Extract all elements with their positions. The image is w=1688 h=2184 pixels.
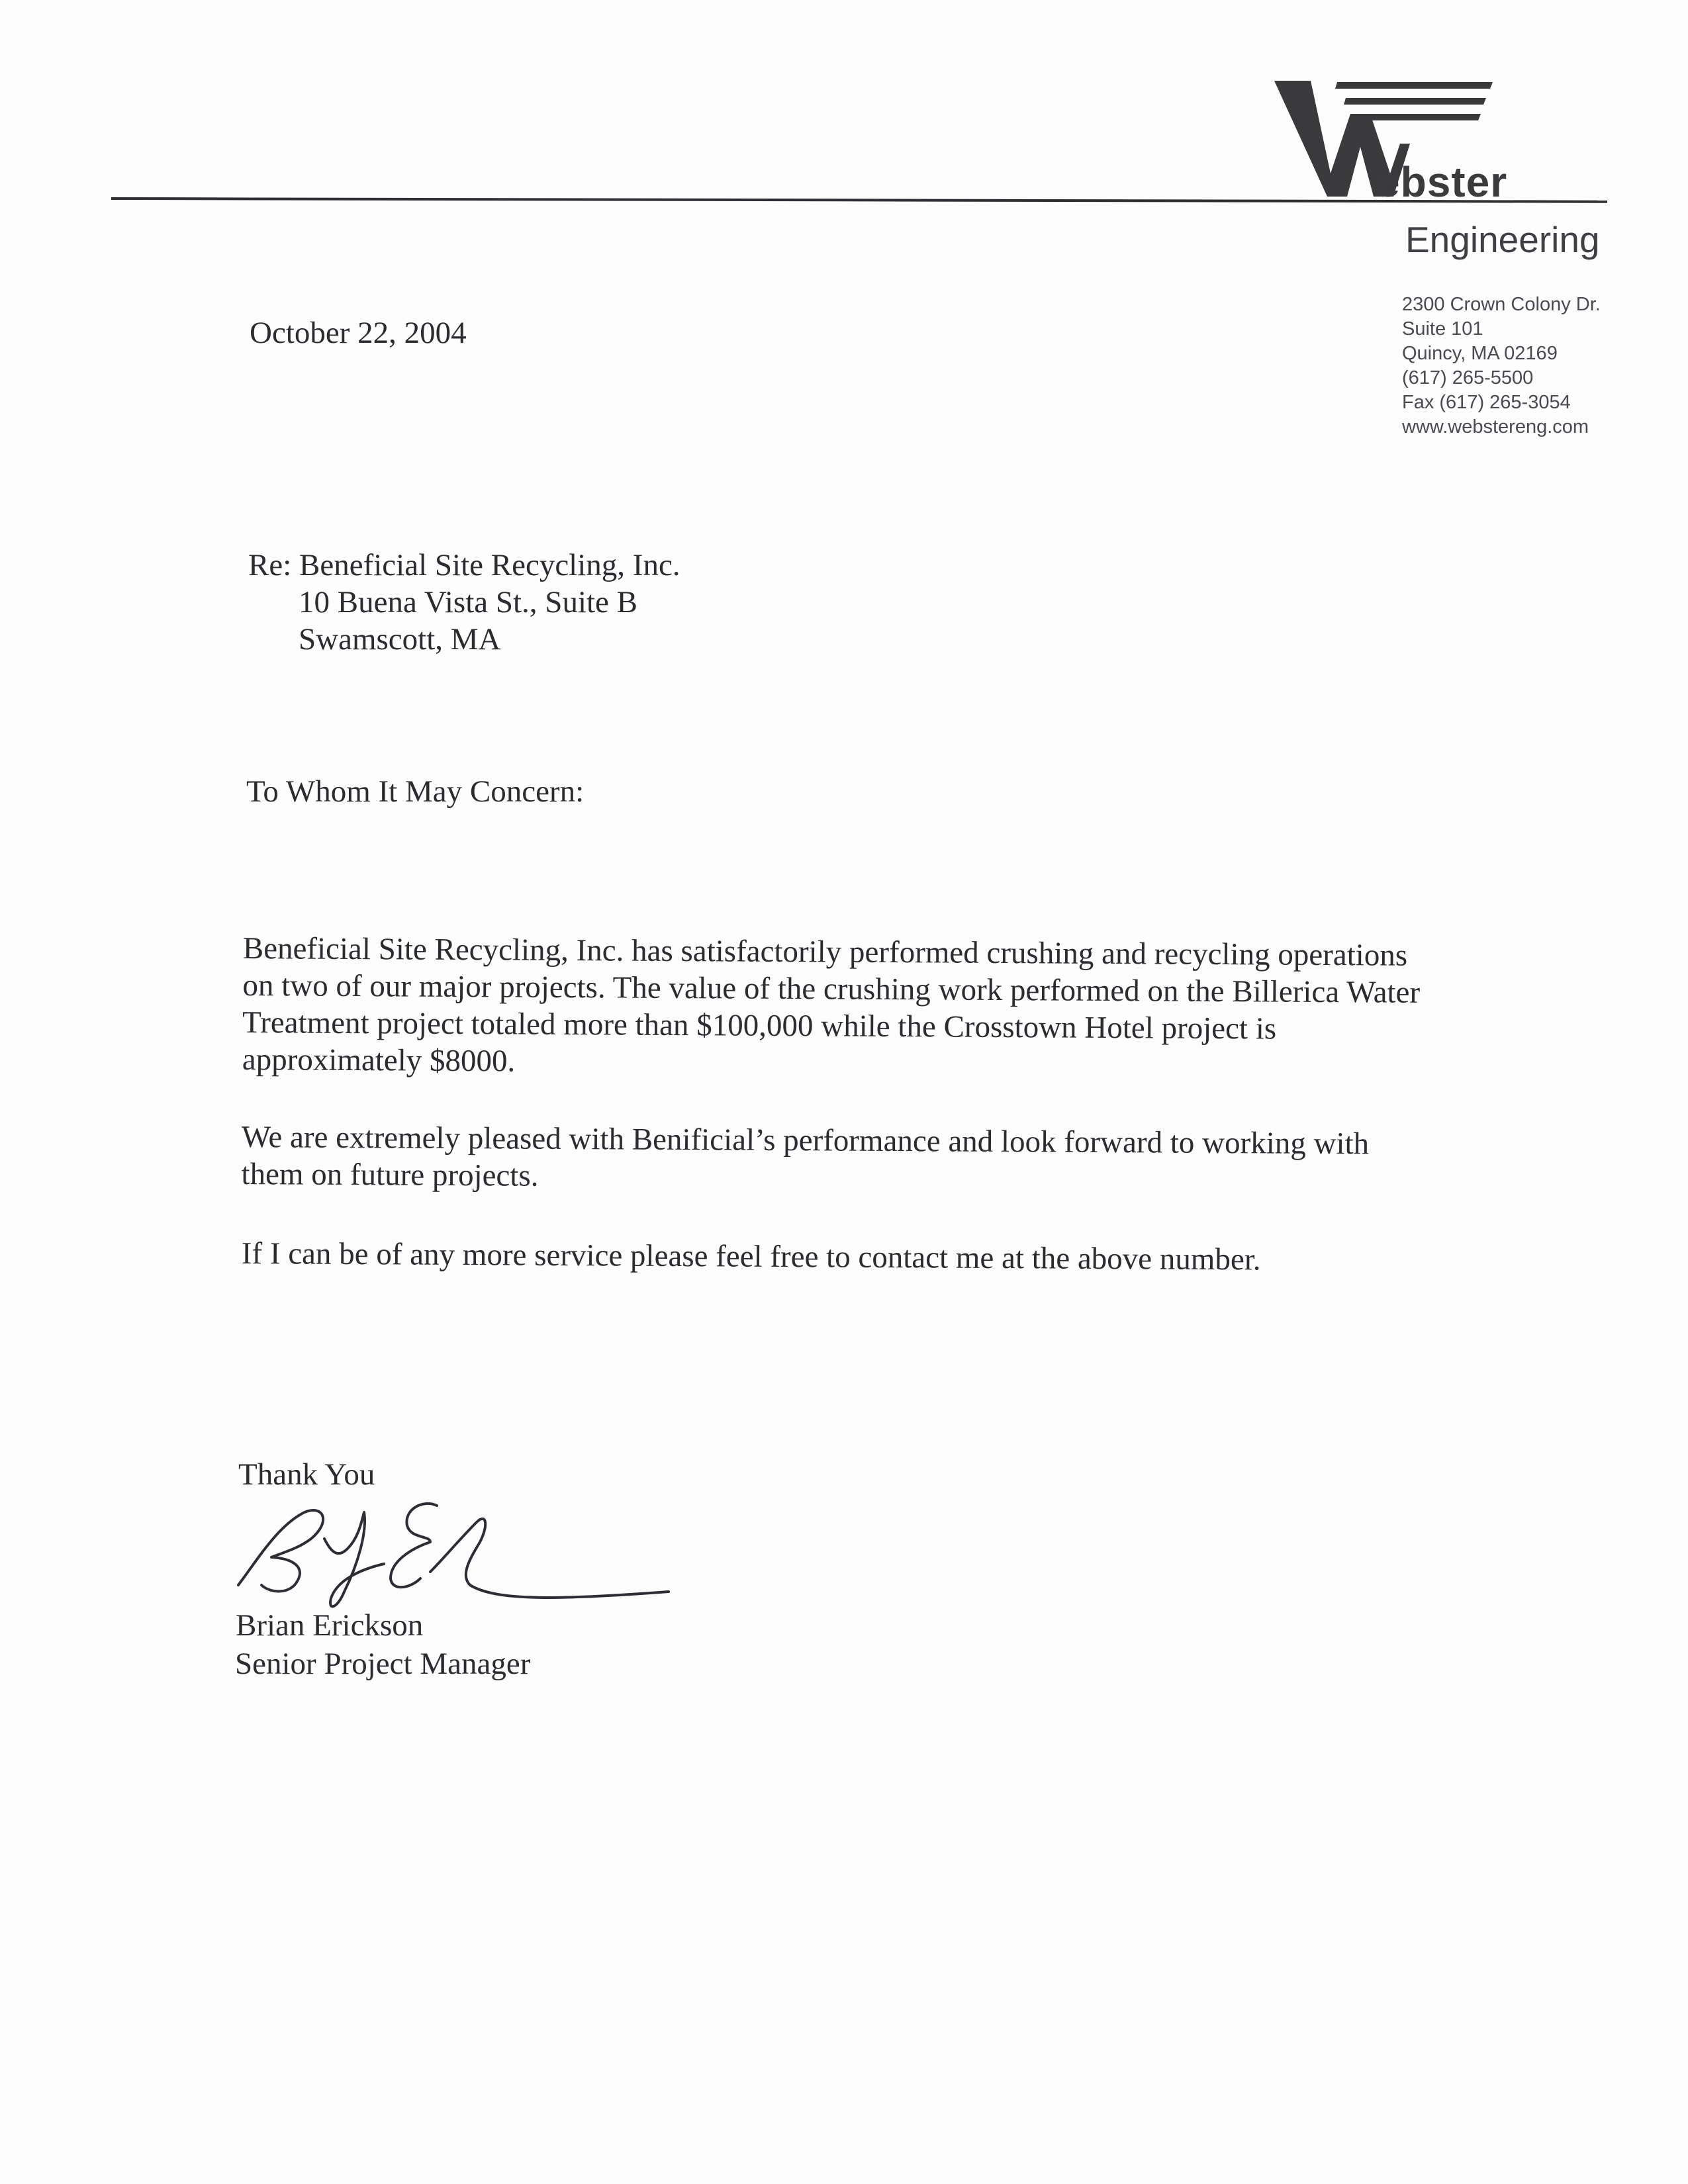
body-paragraph-1: Beneficial Site Recycling, Inc. has satisfactorily performed crushing and recycling operations on two of our major projects. The value of the crushing work performed on the Billerica Water Treatment project totaled more than $100,000 while the Crosstown Hotel project is approximately $8000. <box>242 931 1421 1079</box>
address-line-phone: (617) 265-5500 <box>1402 367 1534 388</box>
signer-name: Brian Erickson <box>236 1608 424 1643</box>
logo-wordmark: ebster <box>1376 158 1508 206</box>
company-address <box>1402 293 1601 439</box>
re-line-company: Re: Beneficial Site Recycling, Inc. <box>248 548 680 582</box>
address-line-city: Quincy, MA 02169 <box>1402 343 1558 364</box>
salutation: To Whom It May Concern: <box>246 774 585 809</box>
re-line-city: Swamscott, MA <box>299 622 501 657</box>
address-line-website: www.webstereng.com <box>1402 416 1589 437</box>
company-subtitle: Engineering <box>1405 219 1600 260</box>
signer-title: Senior Project Manager <box>235 1647 531 1681</box>
address-line-street: 2300 Crown Colony Dr. <box>1402 294 1601 315</box>
address-line-suite: Suite 101 <box>1402 318 1483 340</box>
body-paragraph-2: We are extremely pleased with Benificial’s performance and look forward to working with them on future projects. <box>241 1120 1370 1193</box>
body-paragraph-3: If I can be of any more service please feel free to contact me at the above number. <box>241 1236 1261 1277</box>
re-block <box>248 547 680 658</box>
handwritten-signature-icon <box>232 1486 728 1618</box>
letter-date: October 22, 2004 <box>250 316 467 350</box>
re-line-street: 10 Buena Vista St., Suite B <box>299 585 638 619</box>
address-line-fax: Fax (617) 265-3054 <box>1402 392 1571 413</box>
closing: Thank You <box>238 1457 375 1492</box>
